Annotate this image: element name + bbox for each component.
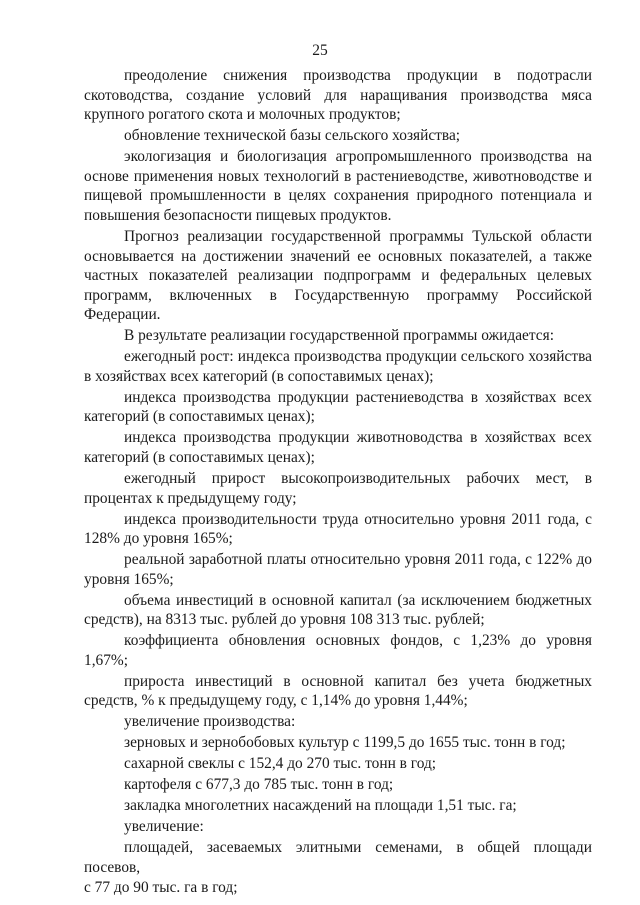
paragraph xyxy=(84,712,592,732)
text-line: основе применения новых технологий в растениеводстве, животноводстве и xyxy=(84,167,592,185)
paragraph xyxy=(84,631,592,670)
paragraph xyxy=(84,126,592,146)
paragraph xyxy=(84,672,592,711)
text-line: картофеля с 677,3 до 785 тыс. тонн в год; xyxy=(124,776,394,794)
text-line: в хозяйствах всех категорий (в сопоставимых ценах); xyxy=(84,367,434,385)
text-line: площадей, засеваемых элитными семенами, в общей площади посевов, xyxy=(84,839,592,876)
text-line: программ, включенных в Государственную программу Российской xyxy=(84,286,592,304)
text-line: зерновых и зернобобовых культур с 1199,5 до 1655 тыс. тонн в год; xyxy=(124,734,566,752)
text-line: индекса производства продукции животноводства в хозяйствах всех xyxy=(124,429,592,447)
text-line: частных показателей реализации подпрограмм и федеральных целевых xyxy=(84,267,592,285)
text-line: пищевой промышленности в целях сохранения природного потенциала и xyxy=(84,187,592,205)
text-line: категорий (в сопоставимых ценах); xyxy=(84,408,315,426)
paragraph xyxy=(84,326,592,346)
paragraph xyxy=(84,754,592,774)
text-line: увеличение: xyxy=(124,818,204,836)
text-line: скотоводства, создание условий для наращивания производства мяса xyxy=(84,86,592,104)
text-line: ежегодный рост: индекса производства продукции сельского хозяйства xyxy=(124,348,592,366)
paragraph xyxy=(84,775,592,795)
text-line: Федерации. xyxy=(84,306,161,324)
paragraph xyxy=(84,591,592,630)
text-line: сахарной свеклы с 152,4 до 270 тыс. тонн в год; xyxy=(124,755,437,773)
paragraph xyxy=(84,227,592,325)
text-line: увеличение производства: xyxy=(124,713,296,731)
text-line: Прогноз реализации государственной программы Тульской области xyxy=(124,227,592,245)
text-line: средств), на 8313 тыс. рублей до уровня 108 313 тыс. рублей; xyxy=(84,611,485,629)
text-line: реальной заработной платы относительно уровня 2011 года, с 122% до xyxy=(124,551,592,569)
paragraph xyxy=(84,550,592,589)
text-line: экологизация и биологизация агропромышленного производства на xyxy=(124,148,592,166)
paragraph xyxy=(84,838,592,897)
text-line: коэффициента обновления основных фондов, с 1,23% до уровня 1,67%; xyxy=(84,632,592,669)
paragraph xyxy=(84,388,592,427)
text-line: крупного рогатого скота и молочных продуктов; xyxy=(84,106,401,124)
text-line: 128% до уровня 165%; xyxy=(84,530,233,548)
text-line: преодоление снижения производства продукции в подотрасли xyxy=(124,67,592,84)
document-body xyxy=(84,66,592,899)
paragraph xyxy=(84,347,592,386)
text-line: объема инвестиций в основной капитал (за исключением бюджетных xyxy=(124,591,592,609)
text-line: категорий (в сопоставимых ценах); xyxy=(84,449,315,467)
paragraph xyxy=(84,733,592,753)
text-line: с 77 до 90 тыс. га в год; xyxy=(84,878,238,896)
paragraph xyxy=(84,147,592,225)
text-line: ежегодный прирост высокопроизводительных рабочих мест, в xyxy=(124,470,592,487)
paragraph xyxy=(84,510,592,549)
paragraph xyxy=(84,817,592,837)
text-line: основывается на достижении значений ее основных показателей, а также xyxy=(84,247,592,265)
text-line: индекса производительности труда относительно уровня 2011 года, с xyxy=(124,510,592,528)
text-line: процентах к предыдущему году; xyxy=(84,489,297,507)
paragraph xyxy=(84,469,592,508)
paragraph xyxy=(84,796,592,816)
paragraph xyxy=(84,66,592,125)
page-number: 25 xyxy=(312,42,328,59)
text-line: закладка многолетних насаждений на площади 1,51 тыс. га; xyxy=(124,797,517,815)
text-line: обновление технической базы сельского хозяйства; xyxy=(124,127,461,145)
text-line: повышения безопасности пищевых продуктов. xyxy=(84,206,392,224)
text-line: В результате реализации государственной программы ожидается: xyxy=(124,327,554,345)
text-line: прироста инвестиций в основной капитал без учета бюджетных xyxy=(124,672,592,690)
paragraph xyxy=(84,428,592,467)
text-line: средств, % к предыдущему году, с 1,14% до уровня 1,44%; xyxy=(84,692,468,710)
text-line: уровня 165%; xyxy=(84,570,174,588)
text-line: индекса производства продукции растениеводства в хозяйствах всех xyxy=(124,388,592,406)
